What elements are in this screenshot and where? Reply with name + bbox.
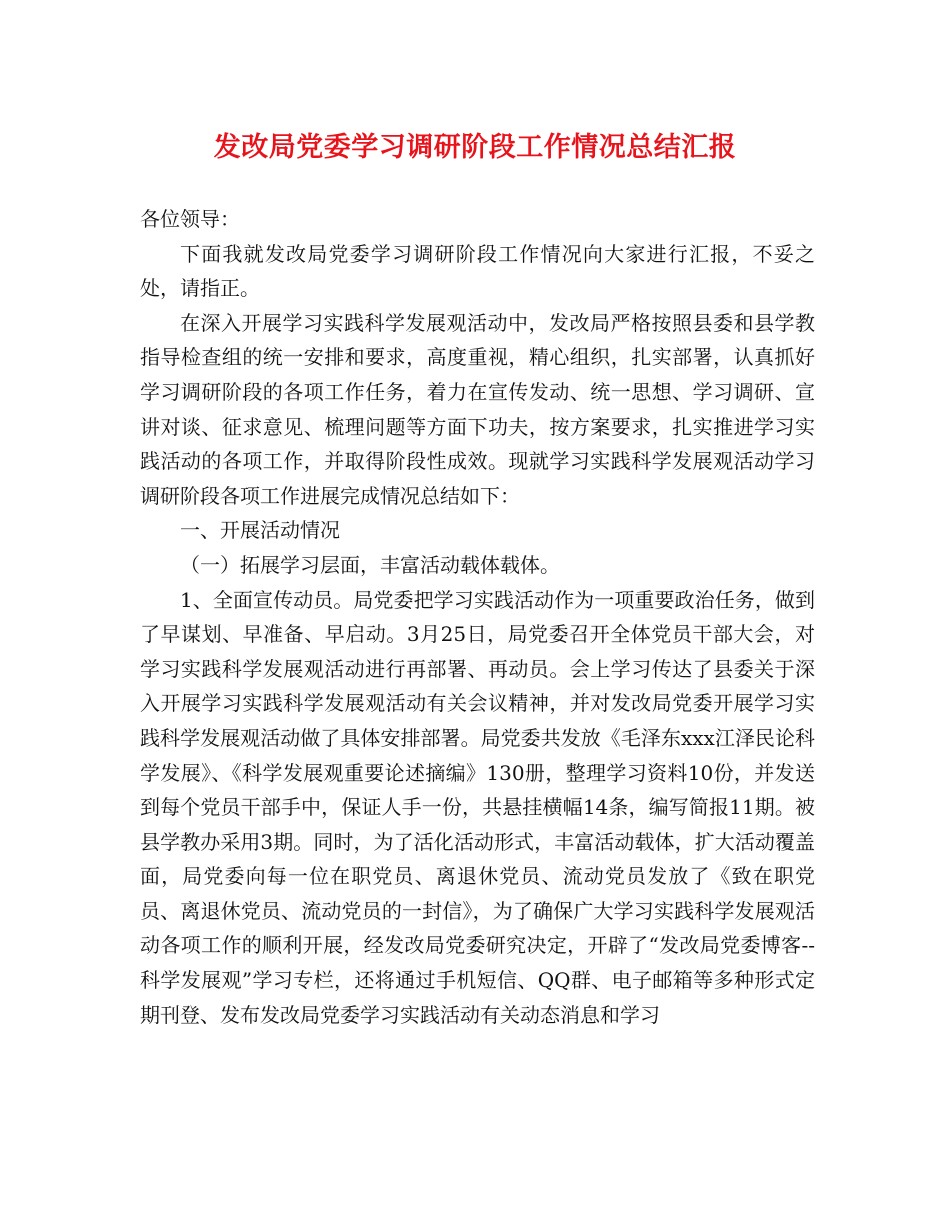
document-body — [140, 202, 815, 1032]
subsection-heading: （一）拓展学习层面，丰富活动载体载体。 — [180, 552, 560, 577]
paragraph-mobilization: 1、全面宣传动员。局党委把学习实践活动作为一项重要政治任务，做到了早谋划、早准备、早启动。3月25日，局党委召开全体党员干部大会，对学习实践科学发展观活动进行再部署、再动员。会上学习传达了县委关于深入开展学习实践科学发展观活动有关会议精神，并对发改局党委开展学习实践科学发展观活动做了具体安排部署。局党委共发放《毛泽东xxx江泽民论科学发展》、《科学发展观重要论述摘编》130册，整理学习资料10份，并发送到每个党员干部手中，保证人手一份，共悬挂横幅14条，编写简报11期。被县学教办采用3期。同时，为了活化活动形式，丰富活动载体，扩大活动覆盖面，局党委向每一位在职党员、离退休党员、流动党员发放了《致在职党员、离退休党员、流动党员的一封信》，为了确保广大学习实践科学发展观活动各项工作的顺利开展，经发改局党委研究决定，开辟了“发改局党委博客--科学发展观”学习专栏，还将通过手机短信、QQ群、电子邮箱等多种形式定期刊登、发布发改局党委学习实践活动有关动态消息和学习 — [140, 587, 815, 1027]
paragraph-salutation: 各位领导： — [140, 207, 240, 231]
document-title: 发改局党委学习调研阶段工作情况总结汇报 — [213, 132, 737, 163]
paragraph-overview: 在深入开展学习实践科学发展观活动中，发改局严格按照县委和县学教指导检查组的统一安排和要求，高度重视，精心组织，扎实部署，认真抓好学习调研阶段的各项工作任务，着力在宣传发动、统一思想、学习调研、宣讲对谈、征求意见、梳理问题等方面下功夫，按方案要求，扎实推进学习实践活动的各项工作，并取得阶段性成效。现就学习实践科学发展观活动学习调研阶段各项工作进展完成情况总结如下： — [140, 310, 815, 508]
paragraph-intro: 下面我就发改局党委学习调研阶段工作情况向大家进行汇报，不妥之处，请指正。 — [140, 241, 815, 301]
section-heading: 一、开展活动情况 — [180, 518, 340, 543]
